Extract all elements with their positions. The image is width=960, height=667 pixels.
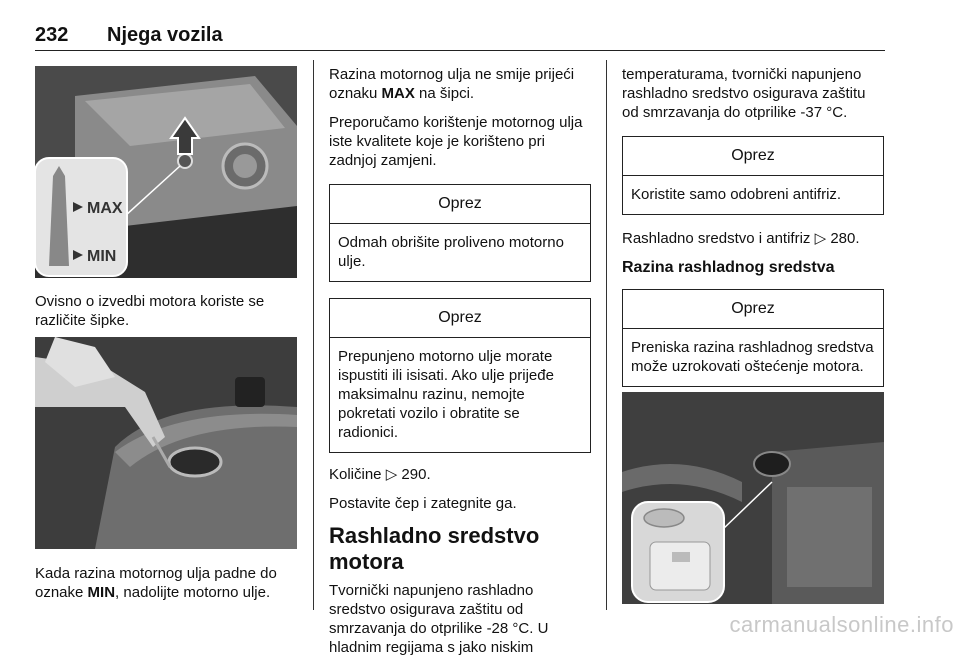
section-heading-coolant: Rashladno sredstvo motora <box>329 523 540 574</box>
caution-title: Oprez <box>330 299 590 338</box>
caution-box-overfill <box>329 298 591 453</box>
subheading-coolant-level: Razina rashladnog sredstva <box>622 259 835 276</box>
antifreeze-ref: Rashladno sredstvo i antifriz ▷ 280. <box>622 230 860 247</box>
page-header <box>35 18 885 51</box>
page-title: Njega vozila <box>107 24 223 46</box>
column-2 <box>329 65 591 667</box>
quantities-ref: Količine ▷ 290. <box>329 466 431 483</box>
page-ref-triangle-icon: ▷ <box>814 230 827 247</box>
column-divider-2 <box>606 60 607 610</box>
caption-min-level: Kada razina motornog ulja padne do oznake MIN, nadolijte motorno ulje. <box>35 565 277 601</box>
oil-quality-text: Preporučamo korištenje motornog ulja iste kvalitete koje je korišteno pri zadnjoj zamjeni. <box>329 114 583 169</box>
coolant-intro-text: Tvornički napunjeno rashladno sredstvo osigurava zaštitu od smrzavanja do otprilike -28 °C. U hladnim regijama s jako niskim <box>329 582 549 656</box>
page-ref-triangle-icon: ▷ <box>385 466 398 483</box>
caution-title: Oprez <box>623 137 883 176</box>
caution-box-antifreeze <box>622 136 884 215</box>
caution-box-spill <box>329 184 591 282</box>
column-1 <box>35 292 300 340</box>
max-label: MAX <box>87 200 123 217</box>
column-3 <box>622 65 884 399</box>
page-number: 232 <box>35 24 69 46</box>
column-1-bottom <box>35 564 300 612</box>
column-divider-1 <box>313 60 314 610</box>
min-label: MIN <box>87 248 117 265</box>
max-level-text: Razina motornog ulja ne smije prijeći oznaku MAX na šipci. <box>329 66 575 102</box>
caution-text: Koristite samo odobreni antifriz. <box>631 186 842 203</box>
cap-instruction: Postavite čep i zategnite ga. <box>329 495 517 512</box>
caution-text: Preniska razina rashladnog sredstva može uzrokovati oštećenje motora. <box>631 339 874 375</box>
watermark: carmanualsonline.info <box>729 612 954 637</box>
coolant-continued-text: temperaturama, tvornički napunjeno rashladno sredstvo osigurava zaštitu od smrzavanja do otprilike -37 °C. <box>622 66 866 121</box>
caption-dipsticks: Ovisno o izvedbi motora koriste se različite šipke. <box>35 293 265 329</box>
caution-text: Odmah obrišite proliveno motorno ulje. <box>338 234 564 270</box>
caution-box-low-coolant <box>622 289 884 387</box>
coolant-reservoir-photo <box>622 392 884 604</box>
caution-text: Prepunjeno motorno ulje morate ispustiti ili isisati. Ako ulje prijeđe maksimalnu razinu, nemojte pokretati vozilo i obratite se radionici. <box>338 348 554 441</box>
engine-dipstick-photo <box>35 66 297 278</box>
caution-title: Oprez <box>330 185 590 224</box>
caution-title: Oprez <box>623 290 883 329</box>
oil-filling-photo <box>35 337 297 549</box>
